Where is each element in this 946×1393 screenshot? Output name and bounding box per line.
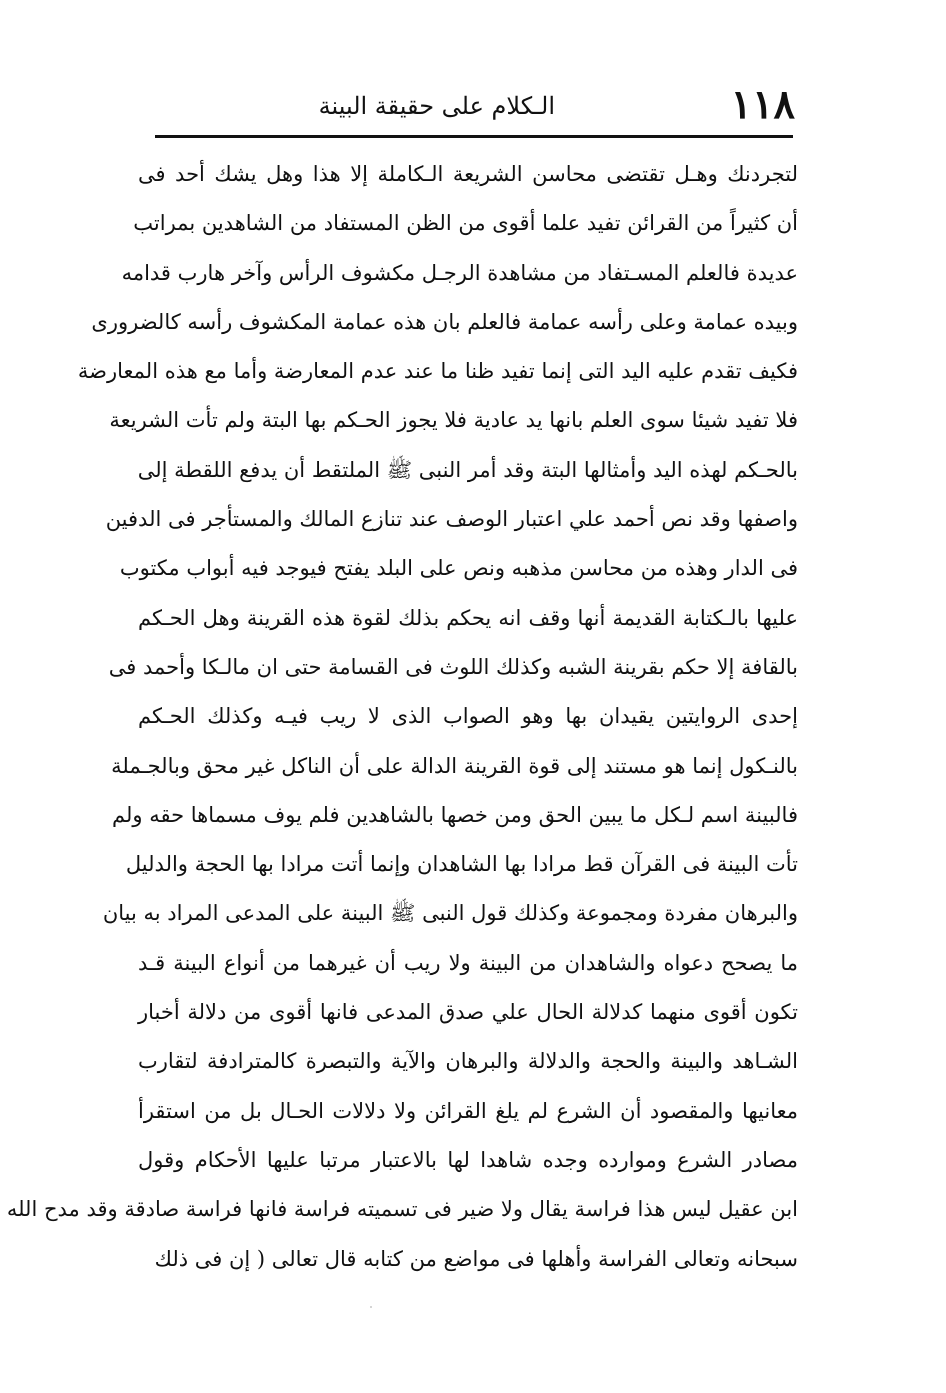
text-line: مصادر الشرع وموارده وجده شاهدا لها بالاعتبار مرتبا عليها الأحكام وقول xyxy=(138,1147,798,1172)
text-line: فى الدار وهذه من محاسن مذهبه ونص على البلد يفتح فيوجد فيه أبواب مكتوب xyxy=(119,556,798,581)
text-line: معانيها والمقصود أن الشرع لم يلغ القرائن ولا دلالات الحـال بل من استقرأ xyxy=(138,1098,798,1123)
text-line: عديدة فالعلم المسـتفاد من مشاهدة الرجـل مكشوف الرأس وآخر هارب قدامه xyxy=(121,260,798,285)
text-line: بالحـكم لهذه اليد وأمثالها البتة وقد أمر النبى ﷺ الملتقط أن يدفع اللقطة إلى xyxy=(137,457,798,482)
text-line: سبحانه وتعالى الفراسة وأهلها فى مواضع من كتابه قال تعالى ( إن فى ذلك xyxy=(154,1246,798,1271)
text-line: لتجردنك وهـل تقتضى محاسن الشريعة الـكاملة إلا هذا وهل يشك أحد فى xyxy=(138,162,798,186)
text-line: وبيده عمامة وعلى رأسه عمامة فالعلم بان هذه عمامة المكشوف رأسه كالضرورى xyxy=(91,309,798,334)
text-line: ما يصحح دعواه والشاهدان من البينة ولا ريب أن غيرهما من أنواع البينة قـد xyxy=(138,950,798,975)
body-text xyxy=(6,150,798,1284)
text-line: إحدى الروايتين يقيدان بها وهو الصواب الذى لا ريب فيـه وكذلك الحـكم xyxy=(138,704,798,729)
page-header xyxy=(150,80,795,130)
text-line: ابن عقيل ليس هذا فراسة يقال ولا ضير فى تسميته فراسة فانها فراسة صادقة وقد مدح الله xyxy=(6,1197,798,1222)
scan-speck xyxy=(370,1306,372,1308)
running-title: الـكلام على حقيقة البينة xyxy=(318,92,555,120)
text-line: تكون أقوى منهما كدلالة الحال علي صدق المدعى فانها أقوى من دلالة أخبار xyxy=(138,1000,798,1025)
text-line: فلا تفيد شيئا سوى العلم بانها يد عادية فلا يجوز الحـكم بها البتة ولم تأت الشريعة xyxy=(109,408,798,433)
text-line: بالقافة إلا حكم بقرينة الشبه وكذلك اللوث فى القسامة حتى ان مالـكا وأحمد فى xyxy=(108,654,798,679)
text-line: والبرهان مفردة ومجموعة وكذلك قول النبى ﷺ البينة على المدعى المراد به بيان xyxy=(102,901,798,926)
text-line: فكيف تقدم عليه اليد التى إنما تفيد ظنا ما عند عدم المعارضة وأما مع هذه المعارضة xyxy=(77,359,798,384)
text-line: فالبينة اسم لـكل ما يبين الحق ومن خصها بالشاهدين فلم يوف مسماها حقه ولم xyxy=(112,802,798,827)
text-line: بالنـكول إنما هو مستند إلى قوة القرينة الدالة على أن الناكل غير محق وبالجـملة xyxy=(111,753,798,778)
header-rule xyxy=(155,135,793,138)
text-line: عليها بالـكتابة القديمة أنها وقف انه يحكم بذلك لقوة هذه القرينة وهل الحـكم xyxy=(138,605,798,630)
page-number: ١١٨ xyxy=(730,81,795,128)
text-line: أن كثيراً من القرائن تفيد علما أقوى من الظن المستفاد من الشاهدين بمراتب xyxy=(133,211,798,236)
text-line: تأت البينة فى القرآن قط مرادا بها الشاهدان وإنما أتت مرادا بها الحجة والدليل xyxy=(125,852,798,877)
text-line: واصفها وقد نص أحمد علي اعتبار الوصف عند تنازع المالك والمستأجر فى الدفين xyxy=(105,507,798,532)
text-line: الشـاهد والبينة والحجة والدلالة والبرهان والآية والتبصرة كالمترادفة لتقارب xyxy=(138,1049,798,1074)
